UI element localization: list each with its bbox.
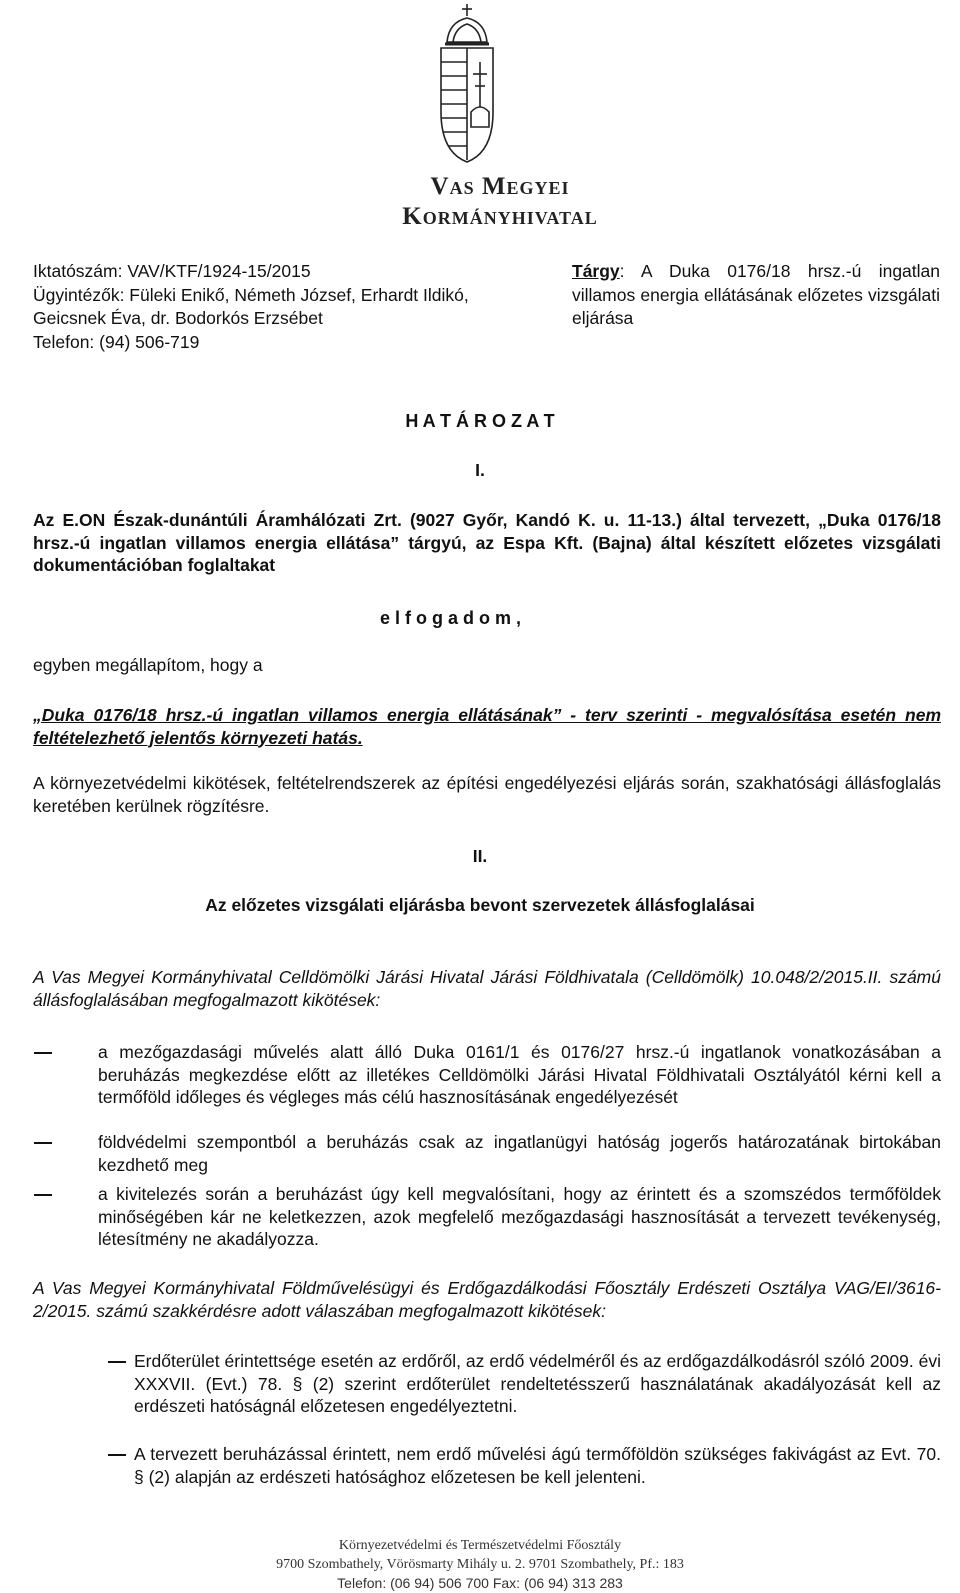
list-item [98,1041,941,1109]
document-meta [33,260,469,354]
list-item [134,1443,941,1488]
subject [572,260,940,331]
phone-number: Telefon: (94) 506-719 [33,331,200,352]
dash-bullet-icon [34,1194,52,1196]
subject-label: Tárgy [572,261,620,281]
list-item-text: a mezőgazdasági művelés alatt álló Duka 0161/1 és 0176/27 hrsz.-ú ingatlanok vonatkozásában a beruházás megkezdése előtt az illetékes Celldömölki Járási Hivatal Földhivatali Osztályától kérni kell a termőföld időleges és végleges más célú hasznosításának engedélyezését [98,1042,941,1107]
conditions-text: A környezetvédelmi kikötések, feltételrendszerek az építési engedélyezési eljárás során, szakhatósági állásfoglalás keretében kerülnek rögzítésre. [33,773,941,816]
finding-statement: „Duka 0176/18 hrsz.-ú ingatlan villamos energia ellátásának” - terv szerinti - megvalósítása esetén nem feltételezhető jelentős környezeti hatás. [33,705,941,748]
section-2-number: II. [472,846,488,866]
org-line1: Vas Megyei [430,173,570,200]
file-number: Iktatószám: VAV/KTF/1924-15/2015 [33,261,311,281]
accept-statement: e l f o g a d o m , [380,608,522,628]
forestry-heading: A Vas Megyei Kormányhivatal Földművelésügyi és Erdőgazdálkodási Főosztály Erdészeti Osztálya VAG/EI/3616-2/2015. számú szakkérdésre adott válaszában megfogalmazott kikötések: [33,1278,941,1321]
dash-bullet-icon [108,1361,126,1363]
decision-intro: Az E.ON Észak-dunántúli Áramhálózati Zrt. (9027 Győr, Kandó K. u. 11-13.) által tervezett, „Duka 0176/18 hrsz.-ú ingatlan villamos energia ellátása” tárgyú, az Espa Kft. (Bajna) által készített előzetes vizsgálati dokumentációban foglaltakat [33,510,941,575]
organization-name [400,172,600,232]
dash-bullet-icon [34,1142,52,1144]
list-item-text: földvédelmi szempontból a beruházás csak az ingatlanügyi hatóság jogerős határozatának birtokában kezdhető meg [98,1132,941,1175]
finding-intro: egyben megállapítom, hogy a [33,655,263,675]
footer [0,1536,960,1593]
list-item-text: a kivitelezés során a beruházást úgy kell megvalósítani, hogy az érintett és a szomszédos termőföldek minőségében kár ne keletkezzen, azok megfelelő mezőgazdasági hasznosítását a tervezett tevékenység, létesítmény ne akadályozza. [98,1184,941,1249]
footer-address: 9700 Szombathely, Vörösmarty Mihály u. 2. 9701 Szombathely, Pf.: 183 [276,1557,684,1572]
case-officers-line2: Geicsnek Éva, dr. Bodorkós Erzsébet [33,308,323,328]
footer-department: Környezetvédelmi és Természetvédelmi Főosztály [338,1538,622,1553]
decision-title: H A T Á R O Z A T [405,411,555,431]
footer-contact: Telefon: (06 94) 506 700 Fax: (06 94) 313 283 [337,1575,623,1591]
section-1-number: I. [475,460,485,480]
section-2-title: Az előzetes vizsgálati eljárásba bevont szervezetek állásfoglalásai [205,895,755,915]
dash-bullet-icon [108,1454,126,1456]
list-item-text: Erdőterület érintettsége esetén az erdőről, az erdő védelméről és az erdőgazdálkodásról szóló 2009. évi XXXVII. (Evt.) 78. § (2) szerint erdőterület rendeltetésszerű használatának akadályozását kell az erdészeti hatóságnál előzetesen engedélyeztetni. [134,1351,941,1416]
dash-bullet-icon [34,1052,52,1054]
land-office-heading: A Vas Megyei Kormányhivatal Celldömölki Járási Hivatal Járási Földhivatala (Celldömölk) 10.048/2/2015.II. számú állásfoglalásában megfogalmazott kikötések: [33,967,941,1010]
subject-text: : A Duka 0176/18 hrsz.-ú ingatlan villamos energia ellátásának előzetes vizsgálati eljárása [572,261,940,328]
list-item-text: A tervezett beruházással érintett, nem erdő művelési ágú termőföldön szükséges fakivágást az Evt. 70. § (2) alapján az erdészeti hatósághoz előzetesen be kell jelenteni. [134,1444,941,1487]
org-line2: Kormányhivatal [402,203,598,230]
case-officers-line1: Ügyintézők: Füleki Enikő, Németh József, Erhardt Ildikó, [33,284,469,305]
list-item [98,1183,941,1251]
coat-of-arms-icon [435,2,499,164]
list-item [98,1131,941,1176]
list-item [134,1350,941,1418]
